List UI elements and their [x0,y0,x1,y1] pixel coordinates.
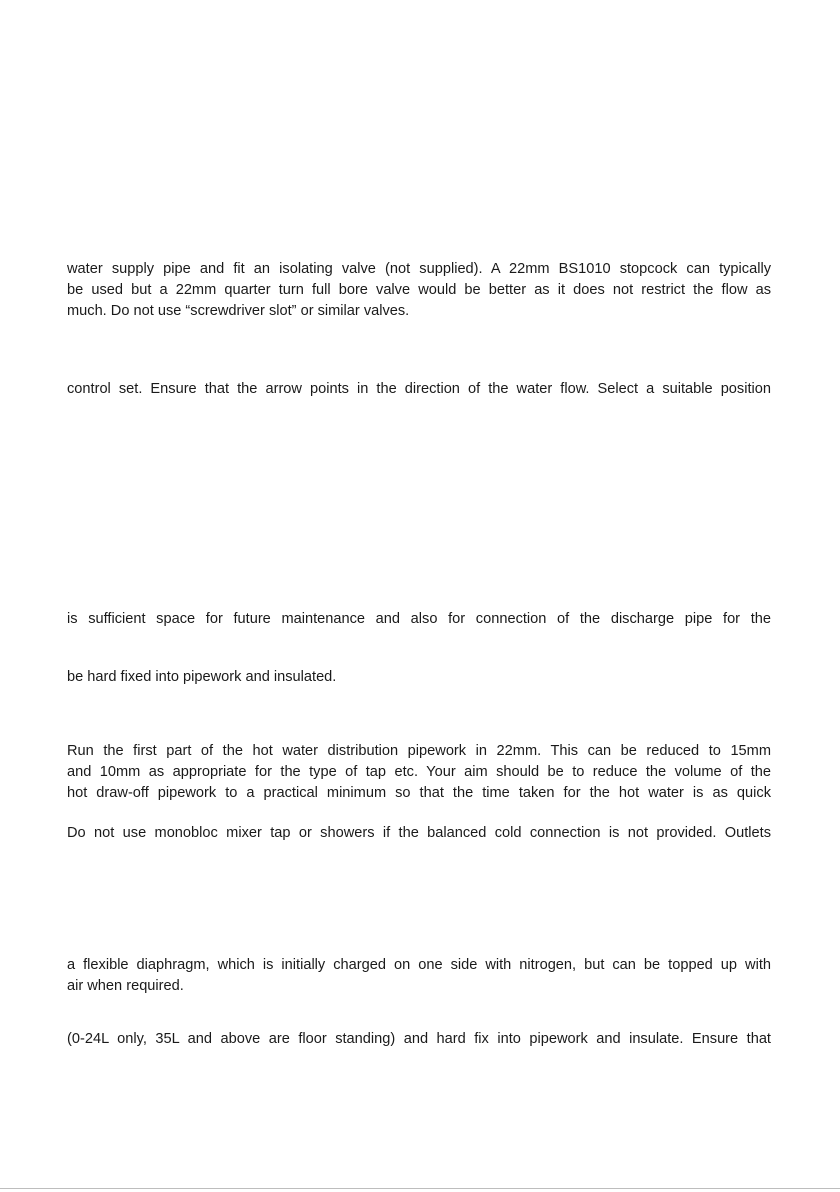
text-line: air when required. [67,978,184,994]
text-line: Do not use monobloc mixer tap or showers if the balanced cold connection is not provided. Outlets [67,825,771,841]
paragraph-maintenance-space [67,609,771,630]
text-line: and 10mm as appropriate for the type of tap etc. Your aim should be to reduce the volume of the [67,764,771,780]
text-line: be used but a 22mm quarter turn full bore valve would be better as it does not restrict the flow as [67,282,771,298]
paragraph-flexible-diaphragm [67,955,771,997]
paragraph-wall-mount [67,1029,771,1050]
paragraph-monobloc-mixer [67,823,771,844]
paragraph-hot-water-pipework [67,741,771,804]
paragraph-control-set [67,379,771,400]
text-line: hot draw-off pipework to a practical minimum so that the time taken for the hot water is as quick [67,785,771,801]
paragraph-isolating-valve [67,259,771,322]
page-bottom-edge [0,1188,840,1189]
text-line: (0-24L only, 35L and above are floor standing) and hard fix into pipework and insulate. Ensure that [67,1031,771,1047]
text-line: is sufficient space for future maintenance and also for connection of the discharge pipe for the [67,611,771,627]
text-line: a flexible diaphragm, which is initially charged on one side with nitrogen, but can be topped up with [67,957,771,973]
text-line: be hard fixed into pipework and insulated. [67,669,337,685]
text-line: control set. Ensure that the arrow points in the direction of the water flow. Select a suitable position [67,381,771,397]
text-line: Run the first part of the hot water distribution pipework in 22mm. This can be reduced to 15mm [67,743,771,759]
text-line: much. Do not use “screwdriver slot” or similar valves. [67,303,410,319]
text-line: water supply pipe and fit an isolating valve (not supplied). A 22mm BS1010 stopcock can typically [67,261,771,277]
paragraph-hard-fixed [67,667,771,688]
